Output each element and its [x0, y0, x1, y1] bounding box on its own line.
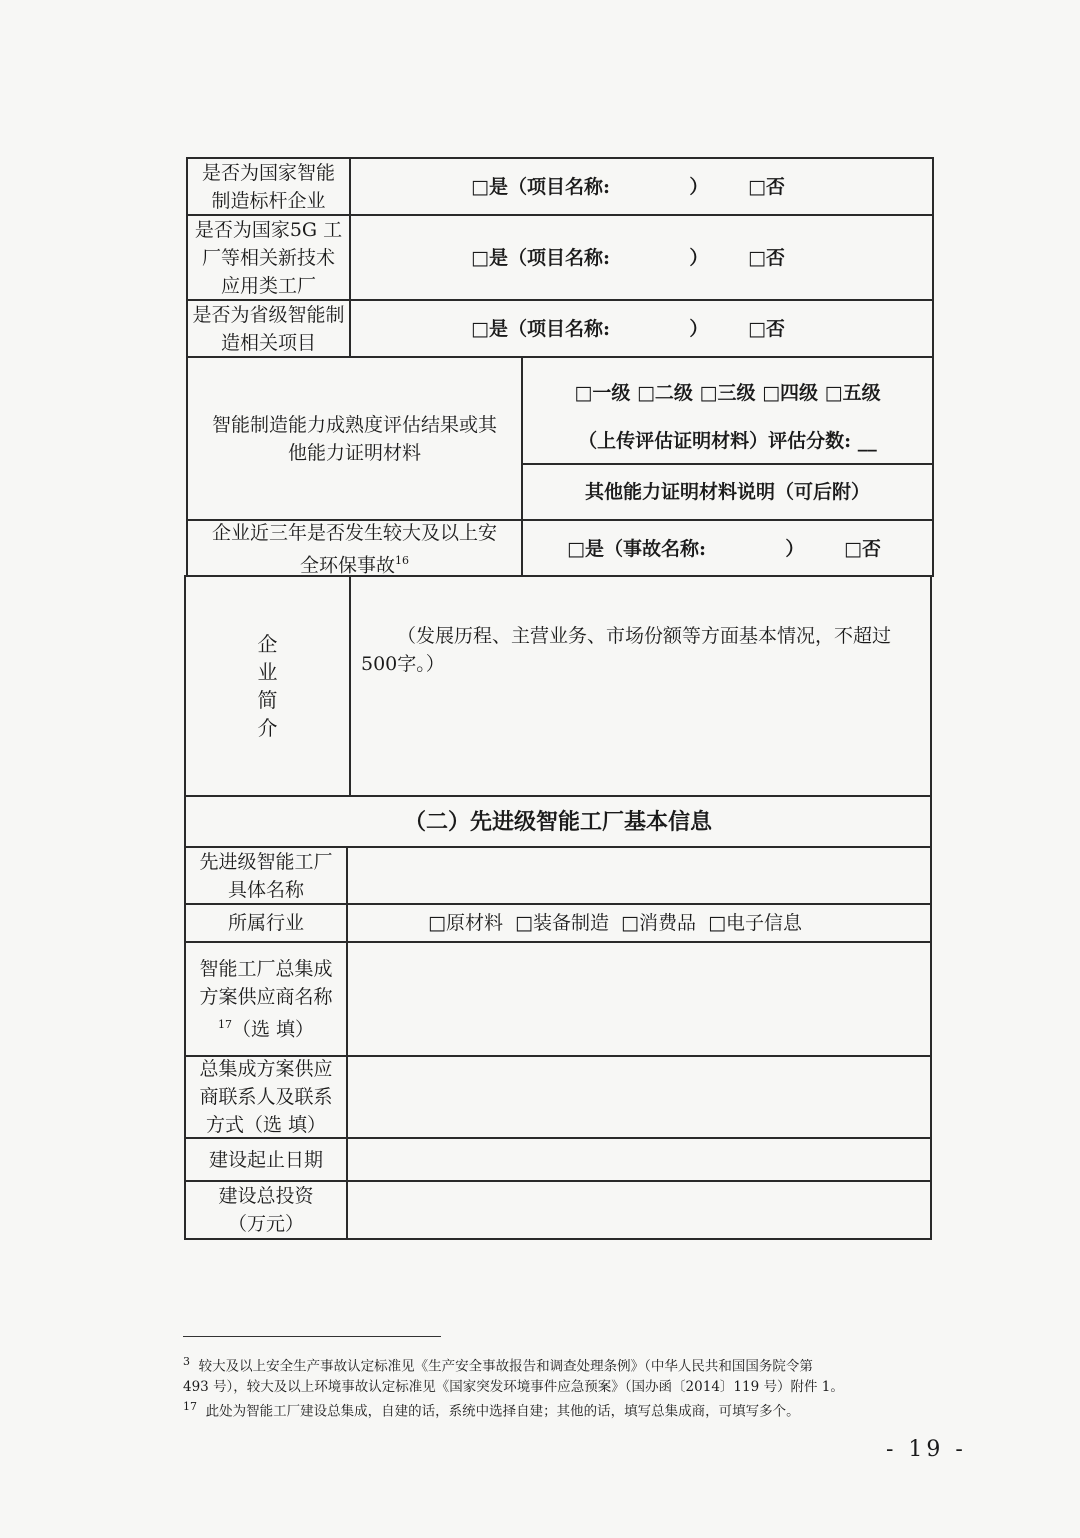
footnote-16-cont: 493 号），较大及以上环境事故认定标准见《国家突发环境事件应急预案》（国办函〔2014〕119 号）附件 1。 [183, 1378, 844, 1395]
construction-dates-input[interactable] [348, 1139, 930, 1180]
national-benchmark-label: 是否为国家智能 制造标杆企业 [201, 161, 335, 212]
maturity-label: 智能制造能力成熟度评估结果或其 他能力证明材料 [211, 413, 497, 464]
section2-title: （二）先进级智能工厂基本信息 [403, 808, 712, 835]
page-number: - 19 - [886, 1437, 967, 1462]
5g-factory-label: 是否为国家5G 工 厂等相关新技术 应用类工厂 [194, 218, 343, 297]
footnote-ref-16: 16 [395, 553, 409, 567]
supplier-name-label: 智能工厂总集成 方案供应商名称 $^{17}$（选 填） [199, 957, 333, 1041]
other-proof-description[interactable]: 其他能力证明材料说明（可后附） [584, 481, 870, 503]
industry-label: 所属行业 [227, 912, 304, 934]
national-benchmark-answer[interactable]: □是（项目名称: ） □否 [471, 175, 785, 198]
5g-factory-answer[interactable]: □是（项目名称: ） □否 [471, 246, 785, 269]
construction-dates-label: 建设起止日期 [208, 1148, 323, 1171]
maturity-levels[interactable]: □一级 □二级 □三级 □四级 □五级 [574, 382, 881, 404]
total-investment-label: 建设总投资 （万元） [218, 1185, 314, 1235]
provincial-project-label: 是否为省级智能制 造相关项目 [192, 303, 345, 354]
industry-options[interactable]: □原材料 □装备制造 □消费品 □电子信息 [428, 912, 803, 934]
supplier-name-input[interactable] [348, 943, 930, 1055]
footnote-rule [183, 1336, 441, 1337]
total-investment-input[interactable] [348, 1182, 930, 1238]
company-intro-label: 企 业 简 介 [257, 632, 278, 740]
supplier-contact-label: 总集成方案供应 商联系人及联系 方式（选 填） [199, 1058, 333, 1136]
provincial-project-answer[interactable]: □是（项目名称: ） □否 [471, 317, 785, 340]
maturity-upload[interactable]: （上传评估证明材料）评估分数: __ [578, 429, 877, 452]
footnote-17: $^{17}$ 此处为智能工厂建设总集成，自建的话，系统中选择自建；其他的话，填写总集成商，可填写多个。 [183, 1399, 800, 1419]
footnote-ref-17: 17 [217, 1017, 232, 1031]
accident-label: 企业近三年是否发生较大及以上安 全环保事故$^{16}$ [211, 521, 497, 577]
factory-name-input[interactable] [348, 848, 930, 903]
supplier-contact-input[interactable] [348, 1057, 930, 1137]
factory-name-label: 先进级智能工厂 具体名称 [199, 850, 333, 901]
footnote-16: $^3$ 较大及以上安全生产事故认定标准见《生产安全事故报告和调查处理条例》（中华人民共和国国务院令第 [183, 1355, 813, 1375]
company-intro-field[interactable]: （发展历程、主营业务、市场份额等方面基本情况，不超过 500字。） [361, 625, 892, 675]
accident-answer[interactable]: □是（事故名称: ） □否 [567, 538, 881, 560]
footnotes [183, 1352, 943, 1421]
